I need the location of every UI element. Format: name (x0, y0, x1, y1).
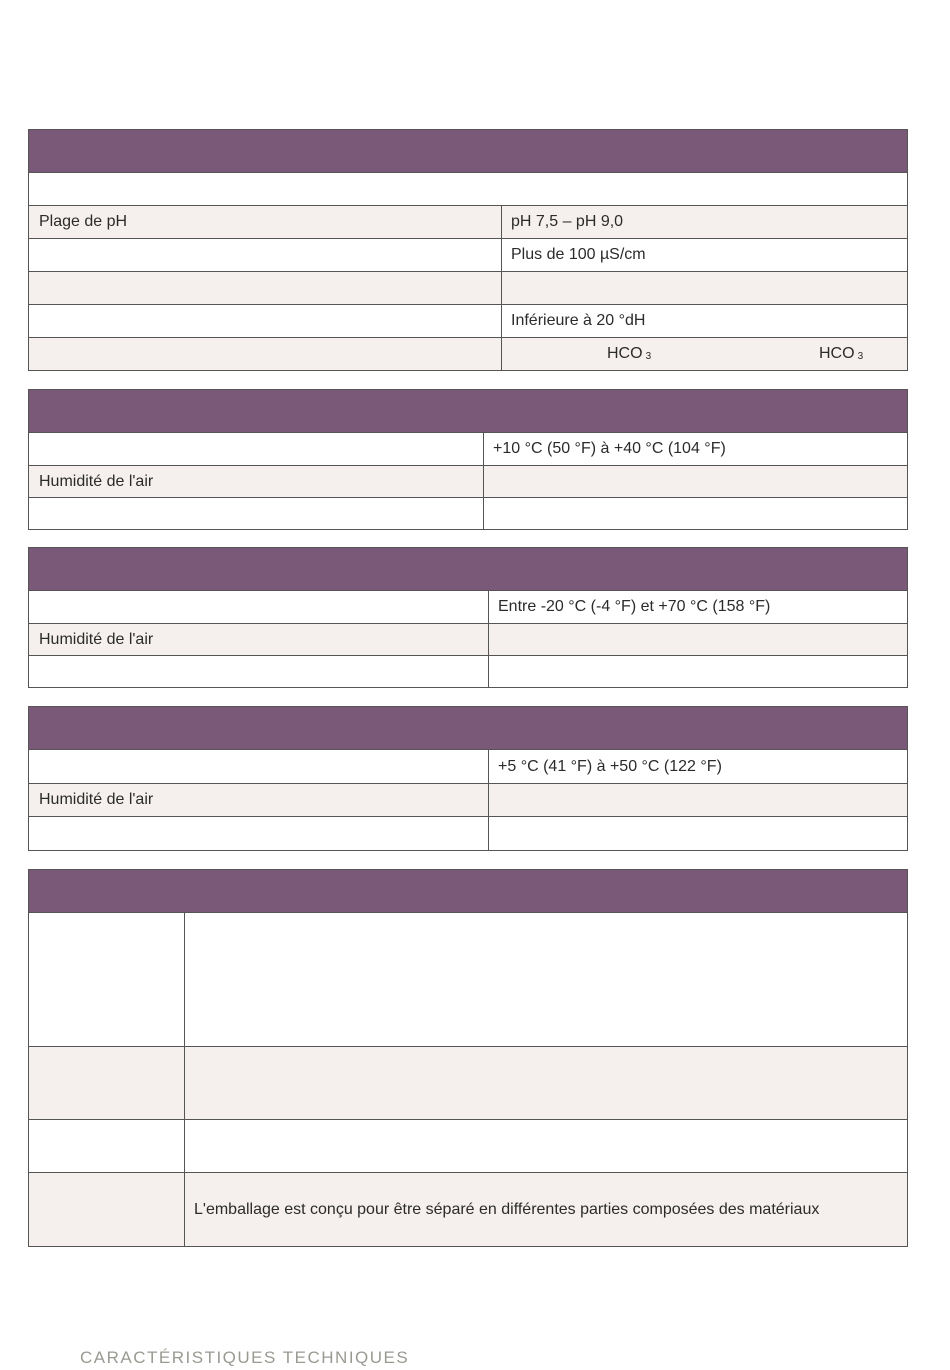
operating-humidity-label: Humidité de l'air (29, 466, 484, 497)
table-cell (29, 817, 489, 850)
table-cell (502, 272, 907, 304)
table-cell (489, 624, 907, 655)
table-cell (489, 817, 907, 850)
table-row (29, 750, 907, 784)
water-quality-table (28, 129, 908, 371)
table-cell (484, 498, 907, 529)
table-cell (489, 656, 907, 687)
conductivity-value: Plus de 100 µS/cm (511, 246, 646, 263)
table-row (29, 433, 907, 466)
table-cell (29, 433, 484, 465)
table-row (29, 817, 907, 850)
table-row (29, 624, 907, 656)
storage-conditions-table (28, 547, 908, 688)
table-cell (29, 1173, 185, 1246)
table-cell (29, 656, 489, 687)
table-row (29, 656, 907, 687)
table-cell (29, 591, 489, 623)
table-row (29, 1120, 907, 1173)
storage-humidity-label: Humidité de l'air (29, 624, 489, 655)
table-cell (185, 913, 907, 1046)
table-cell (29, 338, 502, 370)
storage-temperature-value: Entre -20 °C (-4 °F) et +70 °C (158 °F) (498, 598, 771, 615)
table-row (29, 305, 907, 338)
table-row (29, 1047, 907, 1120)
table-cell (29, 272, 502, 304)
table-cell (29, 750, 489, 783)
table-cell (29, 173, 907, 205)
table-row (29, 784, 907, 817)
table-row (29, 498, 907, 529)
table-cell (185, 1047, 907, 1119)
table-row (29, 1173, 907, 1246)
packaging-text: L'emballage est conçu pour être séparé en différentes parties composées des matériaux (194, 1200, 820, 1218)
ph-range-label: Plage de pH (29, 206, 502, 238)
table-cell (484, 466, 907, 497)
table-row (29, 338, 907, 370)
table-cell (29, 913, 185, 1046)
footer-section-title: CARACTÉRISTIQUES TECHNIQUES (80, 1348, 410, 1367)
table-header-bar (29, 548, 907, 591)
table-row (29, 206, 907, 239)
table-header-bar (29, 390, 907, 433)
operating-temperature-value: +10 °C (50 °F) à +40 °C (104 °F) (493, 440, 726, 457)
hco-left: HCO 3 (607, 345, 652, 362)
table-cell (29, 498, 484, 529)
table-header-bar (29, 130, 907, 173)
table-row (29, 466, 907, 498)
table-row (29, 173, 907, 206)
table-row (29, 272, 907, 305)
environment-table (28, 869, 908, 1247)
transport-temperature-value: +5 °C (41 °F) à +50 °C (122 °F) (498, 757, 722, 775)
operating-conditions-table (28, 389, 908, 530)
table-row (29, 239, 907, 272)
table-row (29, 591, 907, 624)
table-cell (185, 1120, 907, 1172)
ph-range-value: pH 7,5 – pH 9,0 (511, 213, 624, 230)
table-cell (29, 305, 502, 337)
table-cell (29, 1047, 185, 1119)
table-row (29, 913, 907, 1047)
hco-right: HCO 3 (819, 345, 864, 362)
transport-conditions-table (28, 706, 908, 851)
table-header-bar (29, 707, 907, 750)
table-cell (29, 239, 502, 271)
transport-humidity-label: Humidité de l'air (29, 784, 489, 816)
table-header-bar (29, 870, 907, 913)
hardness-value: Inférieure à 20 °dH (511, 312, 646, 329)
table-cell (29, 1120, 185, 1172)
table-cell (489, 784, 907, 816)
bicarbonate-cell (502, 338, 907, 370)
